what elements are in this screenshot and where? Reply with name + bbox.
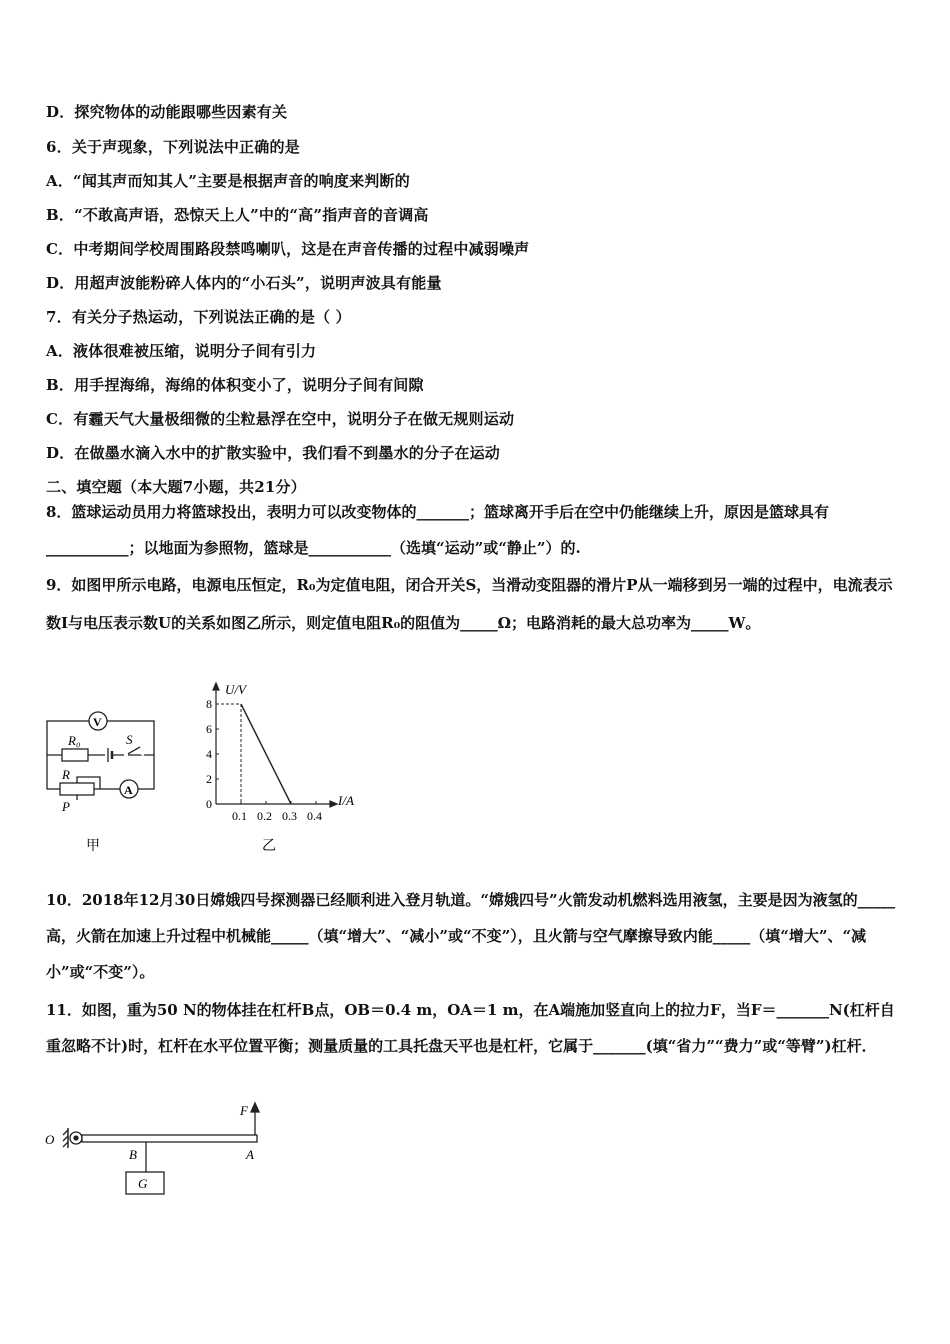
q6-option-c: C．中考期间学校周围路段禁鸣喇叭，这是在声音传播的过程中减弱噪声	[46, 240, 530, 258]
point-a-label: A	[246, 1147, 254, 1162]
q6-option-a: A．“闻其声而知其人”主要是根据声音的响度来判断的	[46, 172, 410, 190]
q5-option-d: D．探究物体的动能跟哪些因素有关	[46, 103, 288, 121]
x-tick-label-0.4: 0.4	[307, 809, 322, 823]
q8-text: 8．篮球运动员用力将篮球投出，表明力可以改变物体的_______；篮球离开手后在空中仍能继续上升，原因是篮球具有___________；以地面为参照物，篮球是___________（选填“运动”或“静止”）的.	[46, 503, 829, 557]
q11-text: 11．如图，重为50 N的物体挂在杠杆B点，OB＝0.4 m，OA＝1 m，在A端施加竖直向上的拉力F，当F＝_______N(杠杆自重忽略不计)时，杠杆在水平位置平衡；测量质量的工具托盘天平也是杠杆，它属于_______(填“省力”“费力”或“等臂”)杠杆．	[46, 1001, 895, 1055]
voltmeter-label: V	[93, 715, 102, 729]
r-label: R	[62, 767, 70, 782]
slider-label: P	[62, 799, 70, 814]
q10-text: 10．2018年12月30日嫦娥四号探测器已经顺利进入登月轨道。“嫦娥四号”火箭发动机燃料选用液氢，主要是因为液氢的_____高，火箭在加速上升过程中机械能_____（填“增大”、“减小”或“不变”），且火箭与空气摩擦导致内能_____（填“增大”、“减小”或“不变”）。	[46, 891, 896, 981]
rheostat-icon	[60, 783, 94, 795]
y-tick-label-4: 4	[206, 747, 212, 761]
ui-graph	[200, 680, 360, 860]
force-arrow-icon	[251, 1103, 259, 1112]
ammeter-label: A	[124, 783, 133, 797]
y-axis-arrow-icon	[213, 683, 219, 690]
circuit-diagram	[40, 700, 170, 860]
q7-option-c: C．有霾天气大量极细微的尘粒悬浮在空中，说明分子在做无规则运动	[46, 410, 515, 428]
lever-diagram	[40, 1100, 280, 1200]
x-axis-label: I/A	[338, 793, 354, 808]
point-b-label: B	[129, 1147, 137, 1162]
circuit-caption: 甲	[86, 839, 100, 854]
q9-text: 9．如图甲所示电路，电源电压恒定，R₀为定值电阻，闭合开关S，当滑动变阻器的滑片P从一端移到另一端的过程中，电流表示数I与电压表示数U的关系如图乙所示，则定值电阻R₀的阻值为_____Ω；电路消耗的最大总功率为_____W。	[46, 576, 893, 632]
q6-option-d: D．用超声波能粉碎人体内的“小石头”，说明声波具有能量	[46, 274, 442, 292]
lever-bar	[82, 1135, 257, 1142]
y-tick-label-0: 0	[206, 797, 212, 811]
q7-option-b: B．用手捏海绵，海绵的体积变小了，说明分子间有间隙	[46, 376, 424, 394]
resistor-r0-icon	[62, 749, 88, 761]
y-tick-label-2: 2	[206, 772, 212, 786]
x-tick-label-0.1: 0.1	[232, 809, 247, 823]
pivot-label: O	[45, 1132, 55, 1147]
q7-stem: 7．有关分子热运动，下列说法正确的是（ ）	[46, 308, 351, 326]
q7-option-d: D．在做墨水滴入水中的扩散实验中，我们看不到墨水的分子在运动	[46, 444, 501, 462]
q7-option-a: A．液体很难被压缩，说明分子间有引力	[46, 342, 317, 360]
q6-stem: 6．关于声现象，下列说法中正确的是	[46, 138, 300, 156]
y-tick-label-6: 6	[206, 722, 212, 736]
graph-caption: 乙	[262, 839, 276, 854]
r0-label: R₀	[68, 733, 81, 748]
x-axis-arrow-icon	[330, 801, 337, 807]
switch-label: S	[126, 732, 133, 747]
section-heading: 二、填空题（本大题7小题，共21分）	[46, 478, 306, 496]
y-axis-label: U/V	[225, 682, 246, 697]
force-label: F	[240, 1103, 248, 1118]
x-tick-label-0.3: 0.3	[282, 809, 297, 823]
y-tick-label-8: 8	[206, 697, 212, 711]
x-tick-label-0.2: 0.2	[257, 809, 272, 823]
series-line-0	[241, 704, 291, 804]
weight-label: G	[138, 1176, 148, 1191]
q6-option-b: B．“不敢高声语，恐惊天上人”中的“高”指声音的音调高	[46, 206, 429, 224]
switch-icon	[126, 747, 140, 755]
